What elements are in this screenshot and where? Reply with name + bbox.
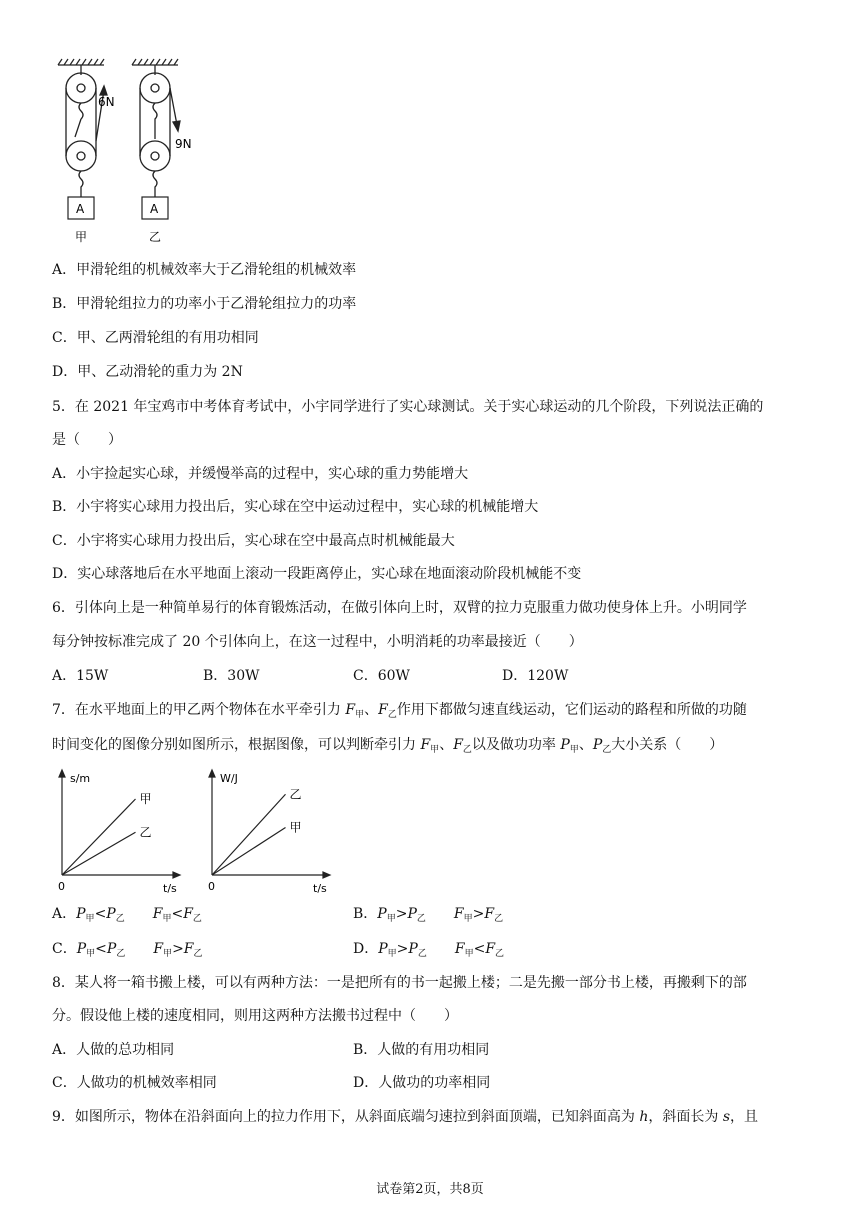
q4-option-a: A．甲滑轮组的机械效率大于乙滑轮组的机械效率	[52, 262, 357, 278]
right-caption: 乙	[149, 230, 162, 244]
q6-option-c: C．60W	[353, 668, 410, 684]
x-axis-arrow	[173, 872, 180, 878]
q6-option-b: B．30W	[203, 668, 260, 684]
series-label-1: 乙	[139, 825, 152, 840]
q6-option-d: D．120W	[502, 668, 569, 684]
q5-stem-line1: 5．在 2021 年宝鸡市中考体育考试中，小宇同学进行了实心球测试。关于实心球运动的几个阶段，下列说法正确的	[52, 399, 764, 415]
q8-stem-line1: 8．某人将一箱书搬上楼，可以有两种方法：一是把所有的书一起搬上楼；二是先搬一部分书上楼，再搬剩下的部	[52, 975, 747, 991]
axes	[209, 770, 330, 878]
q7-option-a: A．$P_甲<P_乙$ $F_甲<F_乙$	[52, 906, 202, 924]
q8-stem-line2: 分。假设他上楼的速度相同，则用这两种方法搬书过程中（ ）	[52, 1008, 458, 1024]
q8-option-b: B．人做的有用功相同	[353, 1042, 490, 1058]
y-axis-arrow	[209, 770, 215, 777]
q5-option-a: A．小宇捡起实心球，并缓慢举高的过程中，实心球的重力势能增大	[52, 466, 469, 482]
y-axis-label: s/m	[70, 772, 91, 785]
q9-stem: 9．如图所示，物体在沿斜面向上的拉力作用下，从斜面底端匀速拉到斜面顶端，已知斜面高为 h，斜面长为 s，且	[52, 1109, 759, 1125]
q7-work-time-chart	[198, 763, 338, 898]
series-line-0	[62, 799, 136, 875]
q6-stem-line1: 6．引体向上是一种简单易行的体育锻炼活动，在做引体向上时，双臂的拉力克服重力做功使身体上升。小明同学	[52, 600, 747, 616]
x-axis-arrow	[323, 872, 330, 878]
right-block-label: A	[150, 202, 159, 216]
x-axis-label: t/s	[313, 882, 327, 895]
page-footer: 试卷第2页，共8页	[376, 1182, 484, 1197]
q7-option-c: C．$P_甲<P_乙$ $F_甲>F_乙$	[52, 941, 203, 959]
q5-option-c: C．小宇将实心球用力投出后，实心球在空中最高点时机械能最大	[52, 533, 455, 549]
x-axis-label: t/s	[163, 882, 177, 895]
q5-option-b: B．小宇将实心球用力投出后，实心球在空中运动过程中，实心球的机械能增大	[52, 499, 539, 515]
q7-stem-line2: 时间变化的图像分别如图所示，根据图像，可以判断牵引力 $F_甲$、$F_乙$以及做功功率 $P_甲$、$P_乙$大小关系（ ）	[52, 737, 724, 755]
series-label-1: 甲	[289, 820, 302, 835]
q8-option-d: D．人做功的功率相同	[353, 1075, 491, 1091]
y-axis-arrow	[59, 770, 65, 777]
left-force-label: 6N	[98, 95, 115, 109]
q7-distance-time-chart	[48, 763, 188, 898]
q8-option-c: C．人做功的机械效率相同	[52, 1075, 217, 1091]
origin-label: 0	[208, 880, 215, 893]
q7-stem-line1: 7．在水平地面上的甲乙两个物体在水平牵引力 $F_甲$、$F_乙$作用下都做匀速直线运动，它们运动的路程和所做的功随	[52, 702, 747, 720]
q6-option-a: A．15W	[52, 668, 109, 684]
q7-option-d: D．$P_甲>P_乙$ $F_甲<F_乙$	[353, 941, 505, 959]
series-label-0: 乙	[289, 787, 302, 802]
left-block-label: A	[76, 202, 85, 216]
q5-option-d: D．实心球落地后在水平地面上滚动一段距离停止，实心球在地面滚动阶段机械能不变	[52, 566, 582, 582]
q8-option-a: A．人做的总功相同	[52, 1042, 175, 1058]
q6-stem-line2: 每分钟按标准完成了 20 个引体向上，在这一过程中，小明消耗的功率最接近（ ）	[52, 634, 583, 650]
q5-stem-line2: 是（ ）	[52, 432, 122, 448]
q7-option-b: B．$P_甲>P_乙$ $F_甲>F_乙$	[353, 906, 504, 924]
axes	[59, 770, 180, 878]
left-caption: 甲	[75, 230, 88, 244]
origin-label: 0	[58, 880, 65, 893]
y-axis-label: W/J	[220, 772, 238, 785]
q4-option-c: C．甲、乙两滑轮组的有用功相同	[52, 330, 259, 346]
pulley-figure	[50, 55, 210, 250]
q4-option-b: B．甲滑轮组拉力的功率小于乙滑轮组拉力的功率	[52, 296, 357, 312]
q4-option-d: D．甲、乙动滑轮的重力为 2N	[52, 364, 243, 380]
right-force-label: 9N	[175, 137, 192, 151]
series-label-0: 甲	[139, 792, 152, 806]
series-line-1	[62, 832, 136, 875]
